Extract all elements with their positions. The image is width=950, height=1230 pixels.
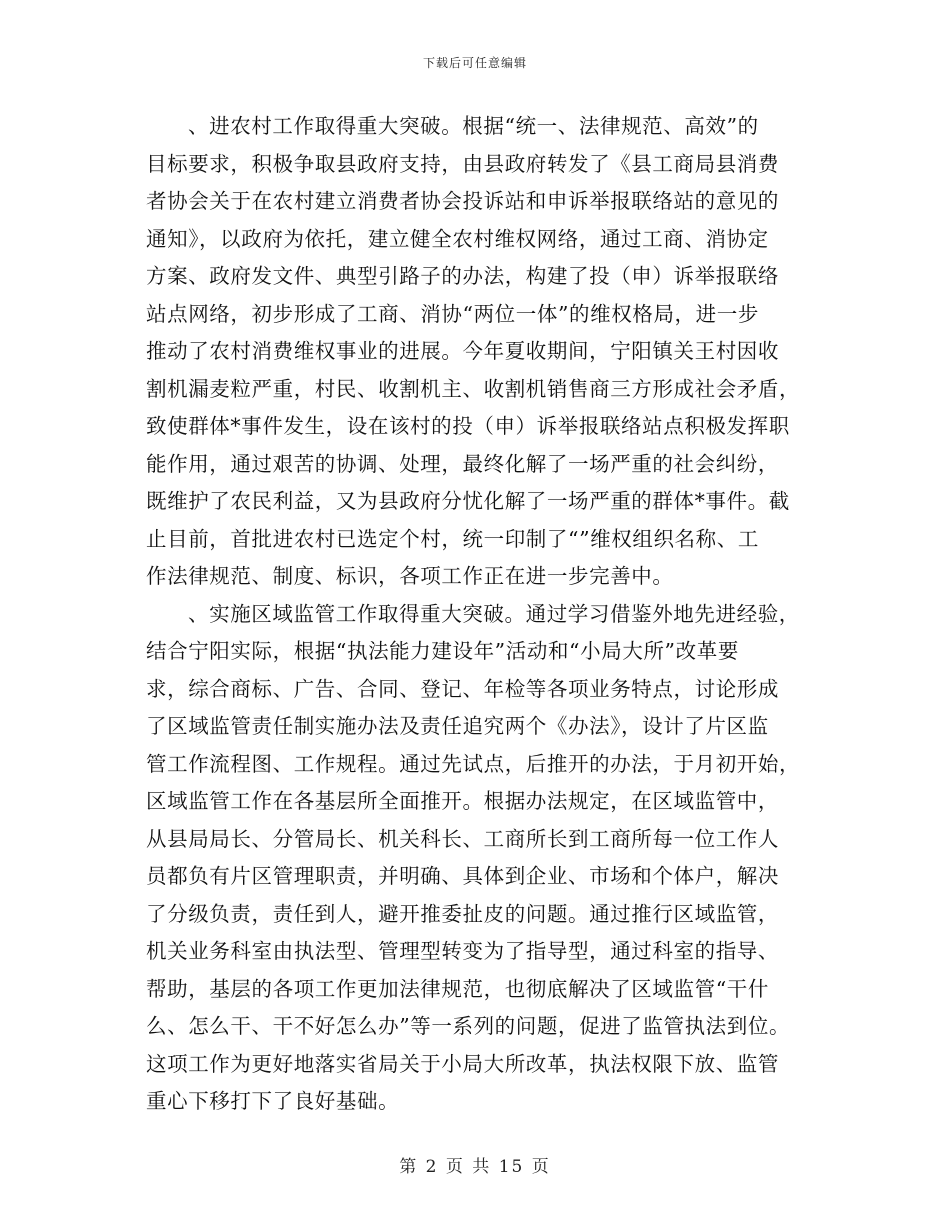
page-header: 下载后可任意编辑 bbox=[422, 56, 527, 70]
paragraph-line: 作法律规范、制度、标识，各项工作正在进一步完善中。 bbox=[146, 564, 674, 588]
paragraph-line: 、进农村工作取得重大突破。根据“统一、法律规范、高效”的 bbox=[188, 114, 759, 138]
paragraph-line: 帮助，基层的各项工作更加法律规范，也彻底解决了区域监管“干什 bbox=[146, 976, 769, 1001]
paragraph-line: 结合宁阳实际，根据“执法能力建设年”活动和“小局大所”改革要 bbox=[146, 639, 739, 663]
page-number-footer: 第 2 页 共 15 页 bbox=[399, 1157, 551, 1177]
paragraph-line: 重心下移打下了良好基础。 bbox=[146, 1089, 400, 1113]
paragraph-line: 目标要求，积极争取县政府支持，由县政府转发了《县工商局县消费 bbox=[146, 151, 779, 176]
paragraph-line: 通知》，以政府为依托，建立健全农村维权网络，通过工商、消协定 bbox=[146, 226, 769, 251]
paragraph-line: 致使群体*事件发生，设在该村的投（申）诉举报联络站点积极发挥职 bbox=[146, 414, 790, 438]
paragraph-line: 求，综合商标、广告、合同、登记、年检等各项业务特点，讨论形成 bbox=[146, 676, 779, 701]
paragraph-line: 了区域监管责任制实施办法及责任追究两个《办法》，设计了片区监 bbox=[146, 714, 769, 738]
paragraph-line: 管工作流程图、工作规程。通过先试点，后推开的办法，于月初开始， bbox=[146, 751, 801, 776]
paragraph-line: 止目前，首批进农村已选定个村，统一印制了“”维权组织名称、工 bbox=[146, 526, 759, 551]
document-body bbox=[146, 108, 806, 1121]
paragraph-2 bbox=[146, 596, 806, 1121]
paragraph-line: 么、怎么干、干不好怎么办”等一系列的问题，促进了监管执法到位。 bbox=[146, 1014, 791, 1038]
paragraph-line: 推动了农村消费维权事业的进展。今年夏收期间，宁阳镇关王村因收 bbox=[146, 339, 779, 363]
paragraph-line: 员都负有片区管理职责，并明确、具体到企业、市场和个体户，解决 bbox=[146, 864, 779, 888]
paragraph-line: 机关业务科室由执法型、管理型转变为了指导型，通过科室的指导、 bbox=[146, 939, 779, 963]
paragraph-line: 区域监管工作在各基层所全面推开。根据办法规定，在区域监管中， bbox=[146, 789, 779, 813]
paragraph-line: 、实施区域监管工作取得重大突破。通过学习借鉴外地先进经验， bbox=[188, 601, 800, 626]
paragraph-line: 了分级负责，责任到人，避开推委扯皮的问题。通过推行区域监管， bbox=[146, 901, 779, 926]
paragraph-1 bbox=[146, 108, 806, 596]
paragraph-line: 方案、政府发文件、典型引路子的办法，构建了投（申）诉举报联络 bbox=[146, 264, 779, 288]
paragraph-line: 者协会关于在农村建立消费者协会投诉站和申诉举报联络站的意见的 bbox=[146, 189, 779, 213]
paragraph-line: 既维护了农民利益，又为县政府分忧化解了一场严重的群体*事件。截 bbox=[146, 489, 790, 513]
paragraph-line: 这项工作为更好地落实省局关于小局大所改革，执法权限下放、监管 bbox=[146, 1051, 779, 1076]
paragraph-line: 站点网络，初步形成了工商、消协“两位一体”的维权格局，进一步 bbox=[146, 301, 759, 326]
paragraph-line: 从县局局长、分管局长、机关科长、工商所长到工商所每一位工作人 bbox=[146, 826, 779, 851]
paragraph-line: 能作用，通过艰苦的协调、处理，最终化解了一场严重的社会纠纷， bbox=[146, 451, 779, 476]
paragraph-line: 割机漏麦粒严重，村民、收割机主、收割机销售商三方形成社会矛盾， bbox=[146, 376, 801, 401]
